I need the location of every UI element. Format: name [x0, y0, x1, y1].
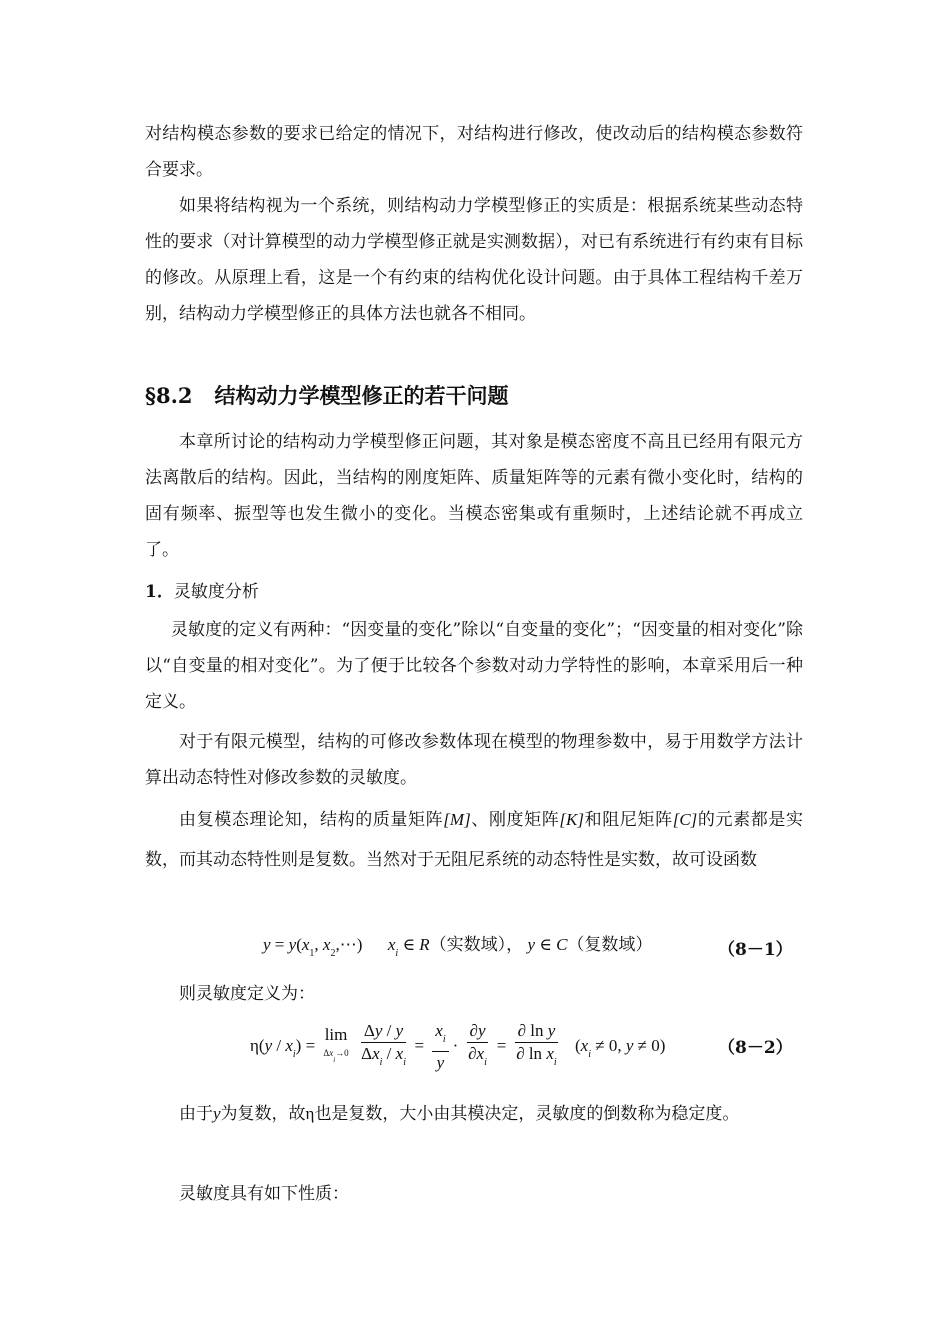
paragraph-fem-parameters	[145, 724, 803, 796]
stiffness-matrix-symbol: [K]	[559, 810, 584, 829]
paragraph-text: 对于有限元模型，结构的可修改参数体现在模型的物理参数中，易于用数学方法计算出动态特性对修改参数的灵敏度。	[145, 732, 803, 788]
equation-8-1: $y = y(x_1$, $x_2,\cdots$) $x_i$ ∈ R（实数域）， y ∈ C（复数域）	[263, 935, 653, 959]
paragraph-text: 则灵敏度定义为：	[179, 984, 315, 1004]
paragraph-text: 本章所讨论的结构动力学模型修正问题，其对象是模态密度不高且已经用有限元方法离散后的结构。因此，当结构的刚度矩阵、质量矩阵等的元素有微小变化时，结构的固有频率、振型等也发生微小的变化。当模态密集或有重频时，上述结论就不再成立了。	[145, 432, 803, 560]
damping-matrix-symbol: [C]	[672, 810, 698, 829]
equation-number-8-2: （8－2）	[718, 1038, 793, 1058]
paragraph-properties	[145, 1176, 803, 1212]
paragraph-modal-requirements	[145, 116, 803, 188]
section-heading	[145, 378, 509, 414]
limit-operator: lim $\Delta x_i\to 0$	[323, 1024, 349, 1064]
section-number: §8.2	[145, 383, 193, 408]
subsection-heading: 1．灵敏度分析	[145, 582, 259, 602]
paragraph-complex-modal: 由复模态理论知，结构的质量矩阵[M]、刚度矩阵[K]和阻尼矩阵[C]的元素都是实数，而其动态特性则是复数。当然对于无阻尼系统的动态特性是实数，故可设函数	[145, 810, 804, 870]
paragraph-text: 灵敏度具有如下性质：	[179, 1184, 349, 1204]
subsection-title: 灵敏度分析	[173, 582, 259, 602]
paragraph-text: 灵敏度的定义有两种：“因变量的变化”除以“自变量的变化”；“因变量的相对变化”除以“自变量的相对变化”。为了便于比较各个参数对动力学特性的影响，本章采用后一种定义。	[145, 620, 803, 712]
paragraph-text: 对结构模态参数的要求已给定的情况下，对结构进行修改，使改动后的结构模态参数符合要求。	[145, 124, 803, 180]
subsection-number: 1	[145, 582, 157, 602]
paragraph-chapter-scope	[145, 424, 803, 568]
paragraph-text: 如果将结构视为一个系统，则结构动力学模型修正的实质是：根据系统某些动态特性的要求（对计算模型的动力学模型修正就是实测数据），对已有系统进行有约束有目标的修改。从原理上看，这是一个有约束的结构优化设计问题。由于具体工程结构千差万别，结构动力学模型修正的具体方法也就各不相同。	[145, 196, 803, 324]
paragraph-stability: 由于y为复数，故η也是复数，大小由其模决定，灵敏度的倒数称为稳定度。	[179, 1104, 740, 1124]
section-title: 结构动力学模型修正的若干问题	[214, 383, 509, 408]
paragraph-sensitivity-intro	[145, 976, 803, 1012]
paragraph-system-view	[145, 188, 803, 332]
mass-matrix-symbol: [M]	[443, 810, 471, 829]
paragraph-sensitivity-definition	[145, 612, 803, 720]
equation-number-8-1: （8－1）	[718, 940, 793, 960]
equation-8-2: $\eta(y / x_i)$ = lim $\Delta x_i\to 0$ $\frac{\Delta y / y}{\Delta x_i / x_i}$ = $\frac{x_i}{y}$ · $\frac{\partial y}{\partial x_i}$ = $\frac{\text{∂ ln y}}{\partial \ln x_i}$ ($x_i \ne 0$, y ≠ 0)	[250, 1021, 666, 1072]
